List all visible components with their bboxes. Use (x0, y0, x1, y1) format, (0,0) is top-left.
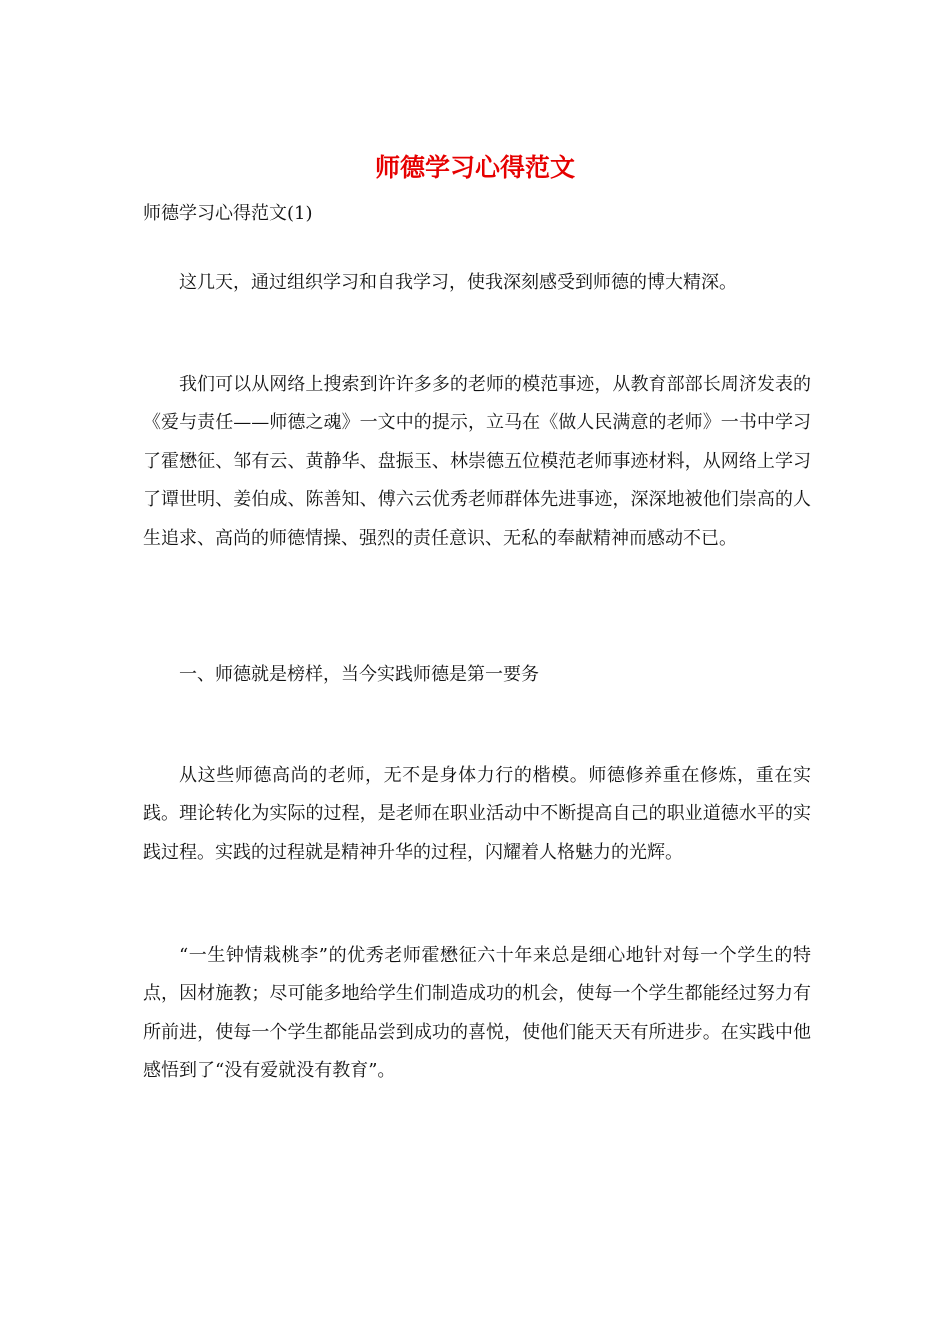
paragraph-intro: 这几天，通过组织学习和自我学习，使我深刻感受到师德的博大精深。 (179, 272, 737, 293)
document-subtitle: 师德学习心得范文(1) (143, 203, 313, 224)
paragraph-huo-maozheng: “一生钟情栽桃李”的优秀老师霍懋征六十年来总是细心地针对每一个学生的特点，因材施教；尽可能多地给学生们制造成功的机会，使每一个学生都能经过努力有所前进，使每一个学生都能品尝到成功的喜悦，使他们能天天有所进步。在实践中他感悟到了“没有爱就没有教育”。 (143, 945, 811, 1082)
document-title: 师德学习心得范文 (374, 153, 575, 182)
paragraph-practice: 从这些师德高尚的老师，无不是身体力行的楷模。师德修养重在修炼，重在实践。理论转化为实际的过程，是老师在职业活动中不断提高自己的职业道德水平的实践过程。实践的过程就是精神升华的过程，闪耀着人格魅力的光辉。 (143, 765, 811, 863)
paragraph-examples: 我们可以从网络上搜索到许许多多的老师的模范事迹，从教育部部长周济发表的《爱与责任——师德之魂》一文中的提示，立马在《做人民满意的老师》一书中学习了霍懋征、邹有云、黄静华、盘振玉、林崇德五位模范老师事迹材料，从网络上学习了谭世明、姜伯成、陈善知、傅六云优秀老师群体先进事迹，深深地被他们崇高的人生追求、高尚的师德情操、强烈的责任意识、无私的奉献精神而感动不已。 (143, 374, 811, 549)
section-heading-1: 一、师德就是榜样，当今实践师德是第一要务 (179, 664, 539, 685)
